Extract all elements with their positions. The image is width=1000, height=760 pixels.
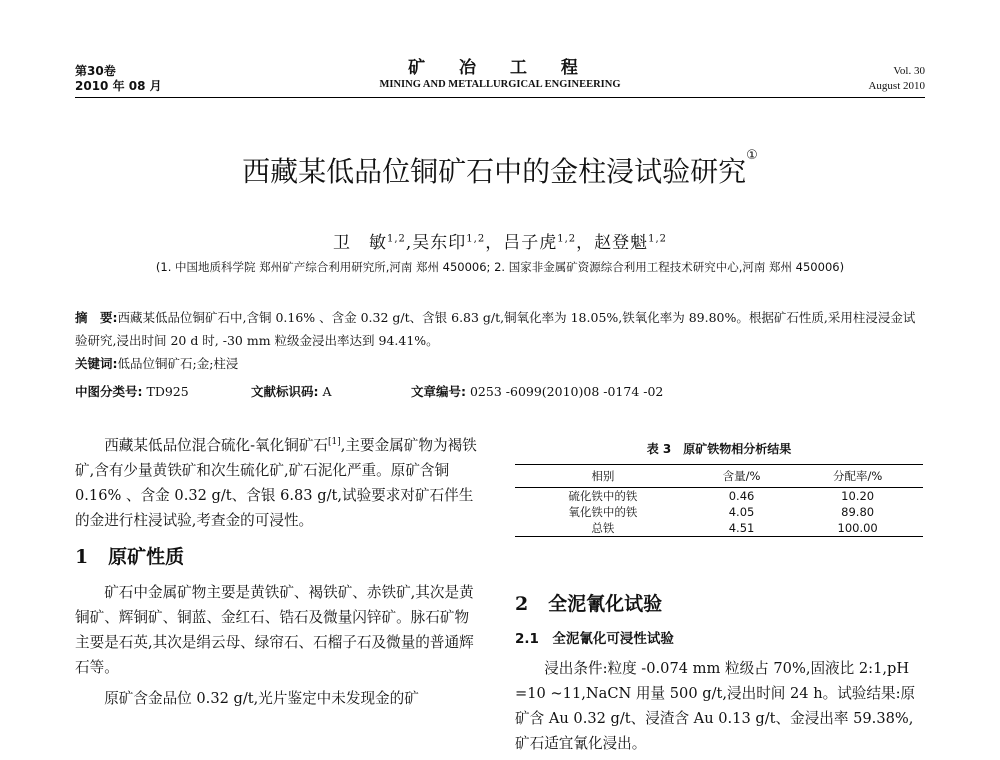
gold-grade-paragraph: 原矿含金品位 0.32 g/t,光片鉴定中未发现金的矿 (104, 689, 419, 707)
doc-code-label: 文献标识码: (251, 384, 319, 399)
abstract-label: 摘 要: (75, 310, 118, 325)
running-header-left (75, 64, 162, 94)
paper-title (0, 150, 1000, 190)
leach-conditions-paragraph: 浸出条件:粒度 -0.074 mm 粒级占 70%,固液比 2:1,pH =10 ~11,NaCN 用量 500 g/t,浸出时间 24 h。试验结果:原矿含 Au 0.32 g/t、浸渣含 Au 0.13 g/t、金浸出率 59.38%,矿石适宜氰化浸出。 (515, 660, 916, 752)
intro-text-b: ,主要金属矿物为褐铁矿,含有少量黄铁矿和次生硫化矿,矿石泥化严重。原矿含铜 0.16% 、含金 0.32 g/t、含银 6.83 g/t,试验要求对矿石伴生的金进行柱浸试验,考查金的可浸性。 (75, 436, 477, 529)
section-number: 1 (75, 545, 89, 568)
doc-code (251, 382, 411, 400)
abstract-block (75, 306, 925, 375)
section-title: 全泥氰化试验 (548, 593, 663, 615)
intro-paragraph (75, 430, 483, 533)
article-number-value: 0253 -6099(2010)08 -0174 -02 (469, 384, 664, 399)
class-number (75, 382, 251, 400)
ore-property-paragraph: 矿石中金属矿物主要是黄铁矿、褐铁矿、赤铁矿,其次是黄铜矿、辉铜矿、铜蓝、金红石、锆石及微量闪锌矿。脉石矿物主要是石英,其次是绢云母、绿帘石、石榴子石及微量的普通辉石等。 (75, 583, 474, 676)
subsection-heading: 2.1 全泥氰化可浸性试验 (515, 631, 674, 647)
abstract-text: 西藏某低品位铜矿石中,含铜 0.16% 、含金 0.32 g/t、含银 6.83 g/t,铜氧化率为 18.05%,铁氧化率为 89.80%。根据矿石性质,采用柱浸浸金试验研究,浸出时间 20 d 时, -30 mm 粒级金浸出率达到 94.41%。 (75, 310, 916, 348)
table-cell: 100.00 (792, 520, 923, 537)
paper-title-text: 西藏某低品位铜矿石中的金柱浸试验研究 (242, 155, 747, 188)
right-column (515, 592, 923, 756)
date-en: August 2010 (868, 80, 925, 92)
section-heading-1 (75, 545, 483, 570)
author-name: 卫 敏 (332, 233, 387, 253)
author-name: 吕子虎 (503, 233, 558, 253)
classification-line (75, 382, 925, 400)
article-number (411, 384, 663, 399)
author-affiliation-mark: 1,2 (466, 233, 486, 245)
class-number-value: TD925 (146, 384, 189, 399)
article-number-label: 文章编号: (411, 384, 466, 399)
class-number-label: 中图分类号: (75, 384, 143, 399)
author-affiliation-mark: 1,2 (648, 233, 668, 245)
date-cn: 2010 年 08 月 (75, 79, 162, 93)
table-header-row (515, 465, 923, 488)
header-rule (75, 97, 925, 98)
author-separator: ， (485, 233, 504, 253)
table-cell: 氧化铁中的铁 (568, 505, 638, 519)
intro-text-a: 西藏某低品位混合硫化-氧化铜矿石 (104, 436, 329, 454)
keywords-text: 低品位铜矿石;金;柱浸 (117, 356, 239, 371)
table-cell: 4.51 (691, 520, 792, 537)
running-header-center (300, 58, 700, 92)
table-3 (515, 464, 923, 537)
doc-code-value: A (322, 384, 332, 399)
journal-name-en: MINING AND METALLURGICAL ENGINEERING (379, 79, 621, 90)
table-header-cell: 含量/% (691, 465, 792, 488)
author-list (0, 228, 1000, 253)
affiliations: (1. 中国地质科学院 郑州矿产综合利用研究所,河南 郑州 450006; 2. 国家非金属矿资源综合利用工程技术研究中心,河南 郑州 450006) (155, 260, 845, 274)
table-cell: 89.80 (841, 505, 875, 519)
author-separator: ， (576, 233, 595, 253)
title-footnote-mark: ① (746, 148, 758, 163)
keywords (75, 352, 925, 375)
table-header-cell: 相别 (515, 465, 691, 488)
author-name: 吴东印 (412, 233, 467, 253)
table-cell: 0.46 (728, 489, 755, 503)
table-cell: 硫化铁中的铁 (568, 489, 638, 503)
table-row (515, 520, 923, 537)
section-number: 2 (515, 593, 529, 615)
table-cell: 4.05 (728, 505, 755, 519)
table-row (515, 488, 923, 505)
section-title: 原矿性质 (108, 545, 185, 568)
left-column (75, 430, 483, 711)
keywords-label: 关键词: (75, 356, 118, 371)
table-row (515, 504, 923, 520)
table-header-cell: 分配率/% (792, 465, 923, 488)
abstract (75, 306, 925, 352)
table-cell: 10.20 (841, 489, 875, 503)
volume-en: Vol. 30 (893, 65, 925, 77)
author-affiliation-mark: 1,2 (386, 233, 406, 245)
section-heading-2 (515, 592, 923, 617)
author-separator: , (405, 233, 413, 253)
table-caption: 表 3 原矿铁物相分析结果 (646, 442, 792, 456)
volume-cn: 第30卷 (75, 64, 116, 78)
running-header-right (868, 64, 925, 94)
author-affiliation-mark: 1,2 (557, 233, 577, 245)
journal-name-cn: 矿 冶 工 程 (408, 58, 592, 78)
citation-ref: [1] (328, 437, 341, 447)
author-name: 赵登魁 (594, 233, 649, 253)
table-cell: 总铁 (515, 520, 691, 537)
